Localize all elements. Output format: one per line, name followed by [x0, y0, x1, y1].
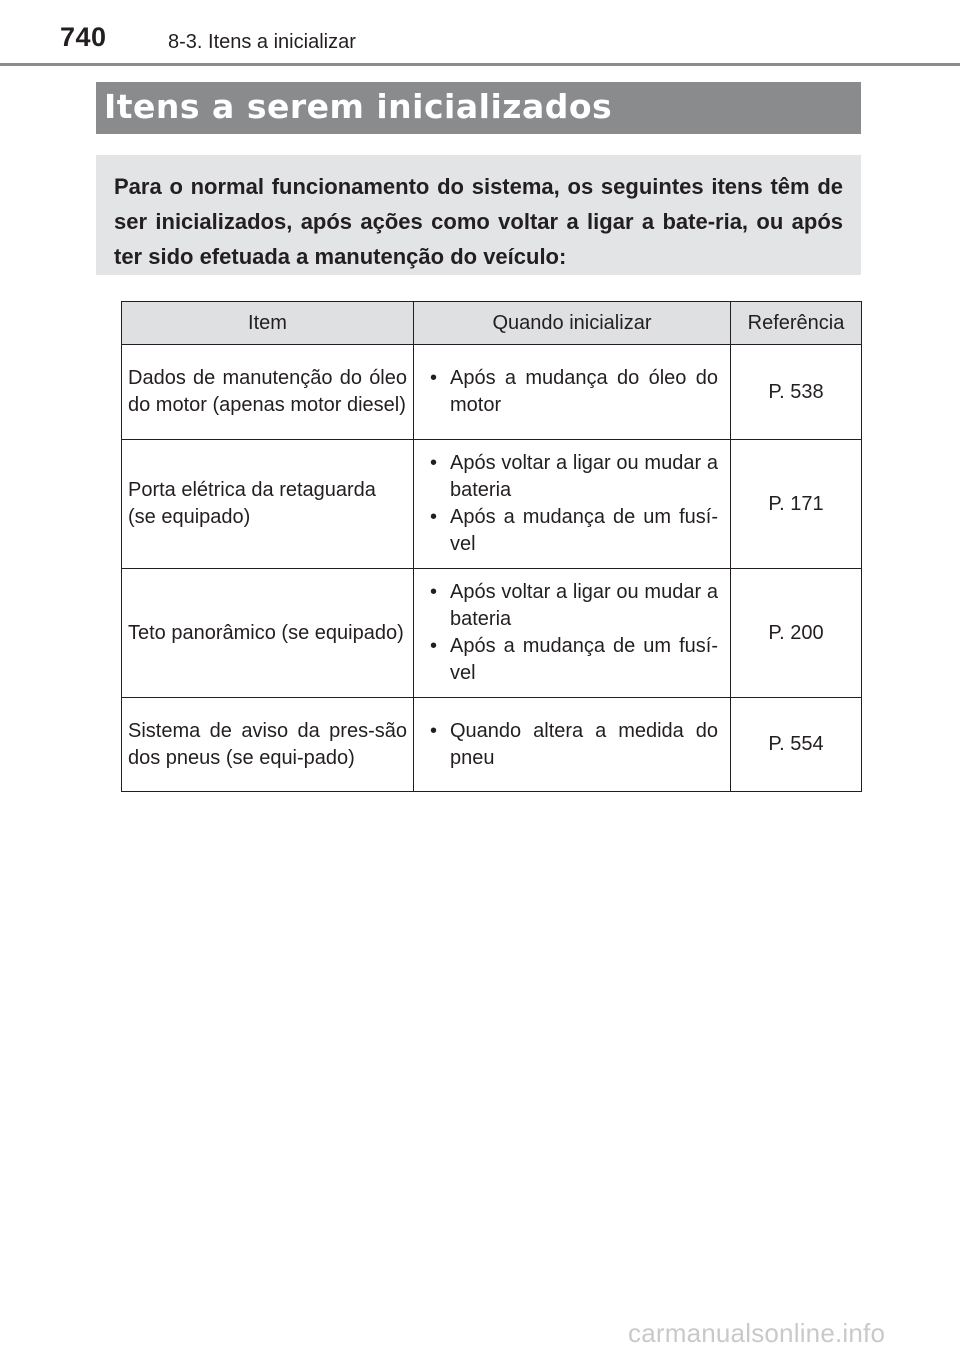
- item-cell: Dados de manutenção do óleo do motor (apenas motor diesel): [122, 345, 414, 440]
- reference-cell: P. 171: [731, 440, 862, 569]
- section-label: 8-3. Itens a inicializar: [168, 31, 356, 53]
- column-header-reference: Referência: [731, 302, 862, 345]
- reference-cell: P. 538: [731, 345, 862, 440]
- watermark: carmanualsonline.info: [628, 1318, 886, 1348]
- when-cell: [414, 345, 731, 440]
- initialization-table: [121, 301, 862, 792]
- header-divider: [0, 63, 960, 66]
- reference-cell: P. 200: [731, 569, 862, 698]
- item-cell: Porta elétrica da retaguarda (se equipado): [122, 440, 414, 569]
- table-row: [122, 569, 862, 698]
- item-cell: Teto panorâmico (se equipado): [122, 569, 414, 698]
- table-row: [122, 345, 862, 440]
- column-header-item: Item: [122, 302, 414, 345]
- title-bar: [96, 82, 861, 134]
- item-cell: Sistema de aviso da pres-são dos pneus (se equi-pado): [122, 698, 414, 792]
- page-number: 740: [60, 22, 107, 52]
- bullet-item: • Após voltar a ligar ou mudar a bateria: [424, 450, 718, 504]
- when-cell: [414, 698, 731, 792]
- when-cell: [414, 440, 731, 569]
- intro-box: [96, 155, 861, 275]
- bullet-item: • Após a mudança do óleo do motor: [424, 365, 718, 419]
- bullet-item: • Após voltar a ligar ou mudar a bateria: [424, 579, 718, 633]
- table-row: [122, 698, 862, 792]
- page-title: Itens a serem inicializados: [104, 87, 613, 126]
- table-header-row: [122, 302, 862, 345]
- column-header-when: Quando inicializar: [414, 302, 731, 345]
- reference-cell: P. 554: [731, 698, 862, 792]
- bullet-item: • Quando altera a medida do pneu: [424, 718, 718, 772]
- intro-paragraph: Para o normal funcionamento do sistema, os seguintes itens têm de ser inicializados, após ações como voltar a ligar a bate-ria, ou após ter sido efetuada a manutenção do veículo:: [114, 174, 843, 269]
- table-row: [122, 440, 862, 569]
- bullet-item: • Após a mudança de um fusí-vel: [424, 504, 718, 558]
- bullet-item: • Após a mudança de um fusí-vel: [424, 633, 718, 687]
- when-cell: [414, 569, 731, 698]
